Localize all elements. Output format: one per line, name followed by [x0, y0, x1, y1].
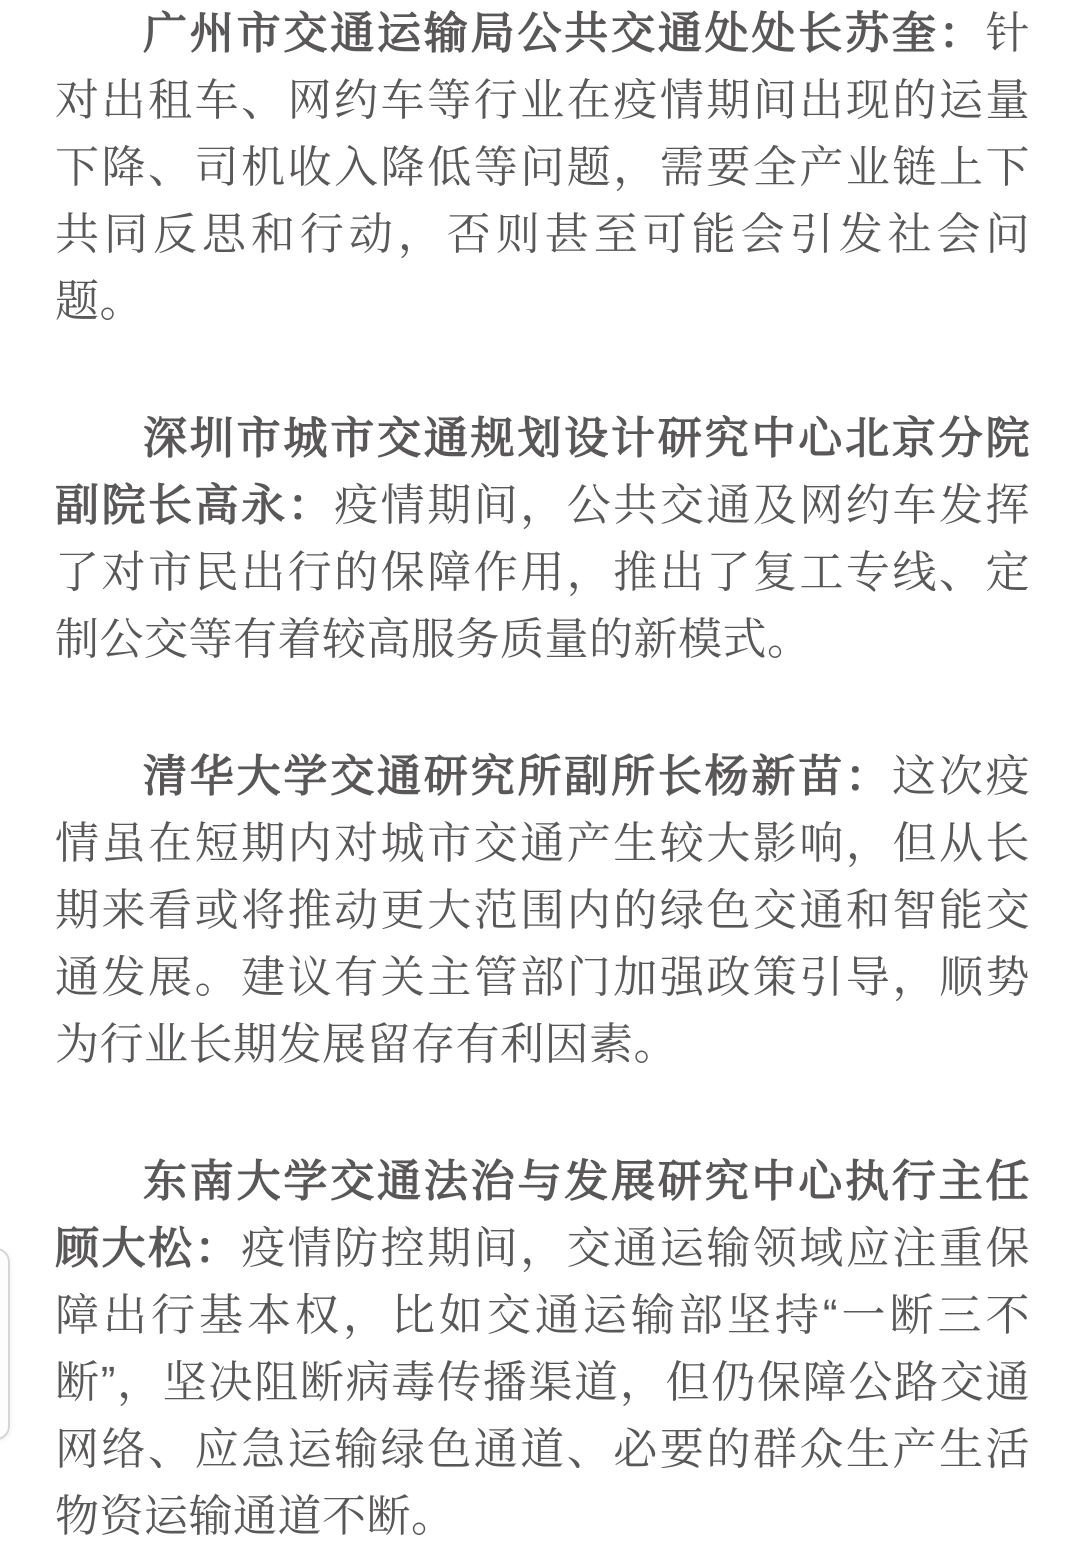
quote-text: 疫情期间，公共交通及网约车发挥了对市民出行的保障作用，推出了复工专线、定制公交等有着较高服务质量的新模式。 [55, 481, 1031, 664]
quote-text: 针对出租车、网约车等行业在疫情期间出现的运量下降、司机收入降低等问题，需要全产业链上下共同反思和行动，否则甚至可能会引发社会问题。 [55, 9, 1030, 326]
quote-text: 这次疫情虽在短期内对城市交通产生较大影响，但从长期来看或将推动更大范围内的绿色交通和智能交通发展。建议有关主管部门加强政策引导，顺势为行业长期发展留存有利因素。 [55, 752, 1031, 1069]
quote-text: 疫情防控期间，交通运输领域应注重保障出行基本权，比如交通运输部坚持“一断三不断”，坚决阻断病毒传播渠道，但仍保障公路交通网络、应急运输绿色通道、必要的群众生产生活物资运输通道不断。 [55, 1224, 1031, 1541]
paragraph-quote [55, 743, 1030, 1078]
speaker-name: 广州市交通运输局公共交通处处长苏奎： [143, 9, 986, 58]
edge-float-handle[interactable] [0, 1248, 10, 1440]
speaker-name: 东南大学交通法治与发展研究中心执行主任顾大松： [55, 1157, 1030, 1273]
speaker-name: 深圳市城市交通规划设计研究中心北京分院副院长高永： [55, 414, 1030, 530]
speaker-name: 清华大学交通研究所副所长杨新苗： [143, 752, 892, 801]
paragraph-quote [55, 0, 1030, 335]
paragraph-quote [55, 1148, 1030, 1550]
paragraph-quote [55, 405, 1030, 673]
